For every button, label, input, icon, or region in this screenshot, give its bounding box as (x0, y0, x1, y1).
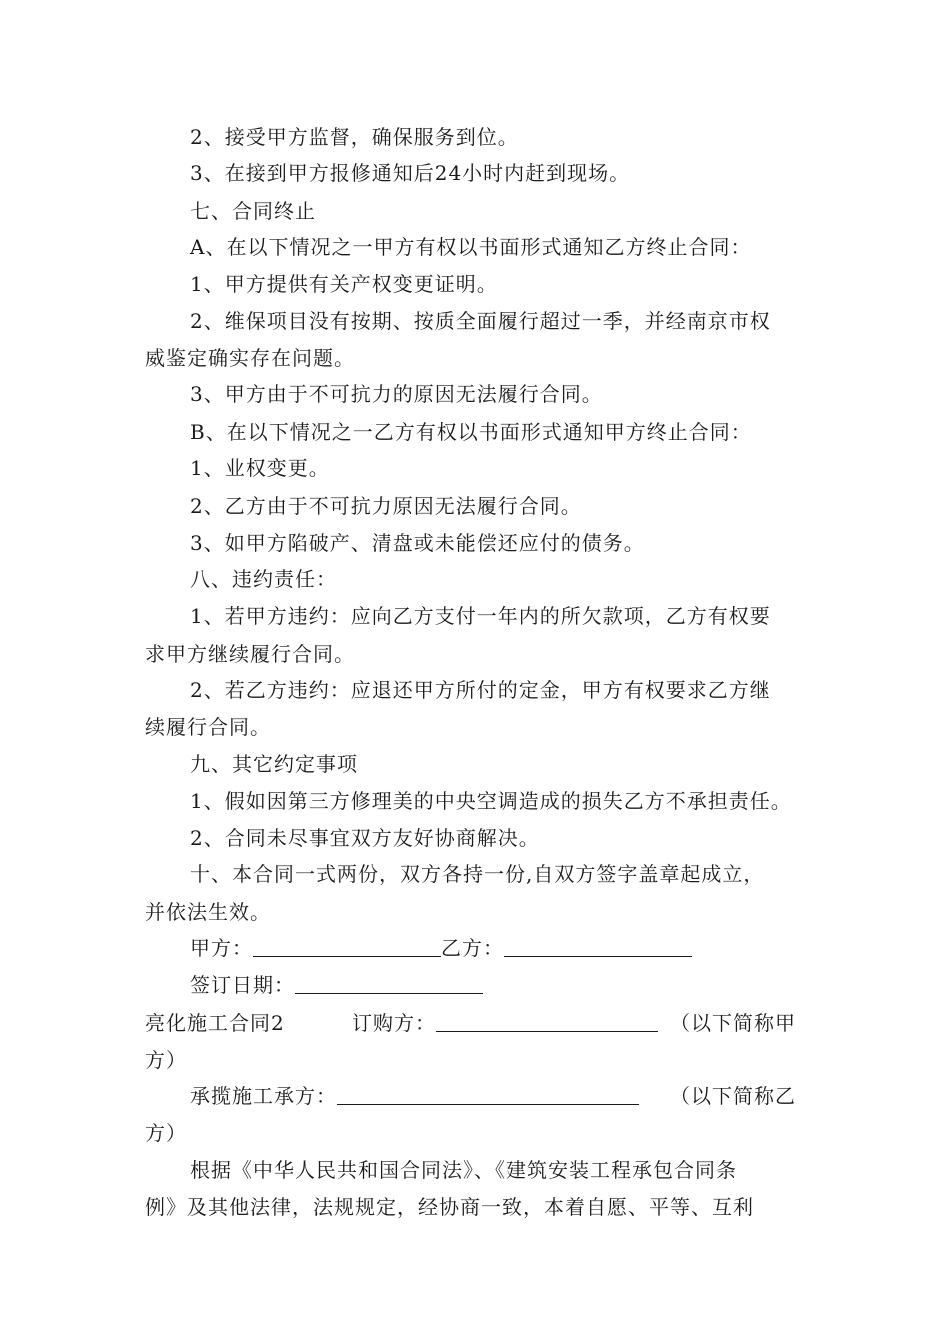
sign-date-blank (295, 973, 483, 994)
buyer-blank (436, 1011, 658, 1032)
sign-date-label: 签订日期： (190, 973, 295, 997)
text-line: 1、甲方提供有关产权变更证明。 (190, 272, 498, 296)
party-b-label: 乙方： (441, 936, 504, 960)
text-line: 并依法生效。 (145, 900, 271, 924)
text-line: 十、本合同一式两份，双方各持一份,自双方签字盖章起成立， (190, 862, 765, 886)
section-heading: 八、违约责任： (190, 567, 337, 591)
contract2-title: 亮化施工合同2 (145, 1011, 285, 1035)
contractor-line (190, 1082, 639, 1110)
text-line: 1、业权变更。 (190, 456, 330, 480)
text-line: 例》及其他法律，法规规定，经协商一致，本着自愿、平等、互利 (145, 1195, 754, 1219)
buyer-note-cont: 方） (145, 1048, 187, 1072)
buyer-note: （以下简称甲 (670, 1011, 796, 1035)
party-a-label: 甲方： (190, 936, 253, 960)
section-heading: 七、合同终止 (190, 199, 316, 223)
date-line (190, 971, 483, 999)
text-line: 1、若甲方违约：应向乙方支付一年内的所欠款项，乙方有权要 (190, 604, 771, 628)
text-line: 3、如甲方陷破产、清盘或未能偿还应付的债务。 (190, 531, 645, 555)
text-line: 3、在接到甲方报修通知后24小时内赶到现场。 (190, 161, 631, 185)
contractor-blank (337, 1084, 639, 1105)
text-line: 续履行合同。 (145, 715, 271, 739)
text-line: 3、甲方由于不可抗力的原因无法履行合同。 (190, 382, 603, 406)
contractor-note: （以下简称乙 (670, 1084, 796, 1108)
section-heading: 九、其它约定事项 (190, 752, 358, 776)
signature-line (190, 934, 692, 962)
text-line: 求甲方继续履行合同。 (145, 642, 355, 666)
text-line: 威鉴定确实存在问题。 (145, 346, 355, 370)
text-line: 1、假如因第三方修理美的中央空调造成的损失乙方不承担责任。 (190, 789, 792, 813)
contractor-note-cont: 方） (145, 1121, 187, 1145)
text-line: 2、合同未尽事宜双方友好协商解决。 (190, 826, 540, 850)
text-line: 2、维保项目没有按期、按质全面履行超过一季，并经南京市权 (190, 309, 771, 333)
text-line: B、在以下情况之一乙方有权以书面形式通知甲方终止合同： (190, 420, 752, 444)
buyer-line (352, 1009, 658, 1037)
party-a-blank (253, 936, 441, 957)
buyer-label: 订购方： (352, 1011, 436, 1035)
contract2-title-line (145, 1009, 285, 1037)
party-b-blank (504, 936, 692, 957)
text-line: 2、接受甲方监督，确保服务到位。 (190, 125, 519, 149)
text-line: 2、乙方由于不可抗力原因无法履行合同。 (190, 494, 582, 518)
text-line: 2、若乙方违约：应退还甲方所付的定金，甲方有权要求乙方继 (190, 678, 771, 702)
text-line: 根据《中华人民共和国合同法》、《建筑安装工程承包合同条 (190, 1158, 737, 1182)
contractor-label: 承揽施工承方： (190, 1084, 337, 1108)
text-line: A、在以下情况之一甲方有权以书面形式通知乙方终止合同： (190, 235, 752, 259)
